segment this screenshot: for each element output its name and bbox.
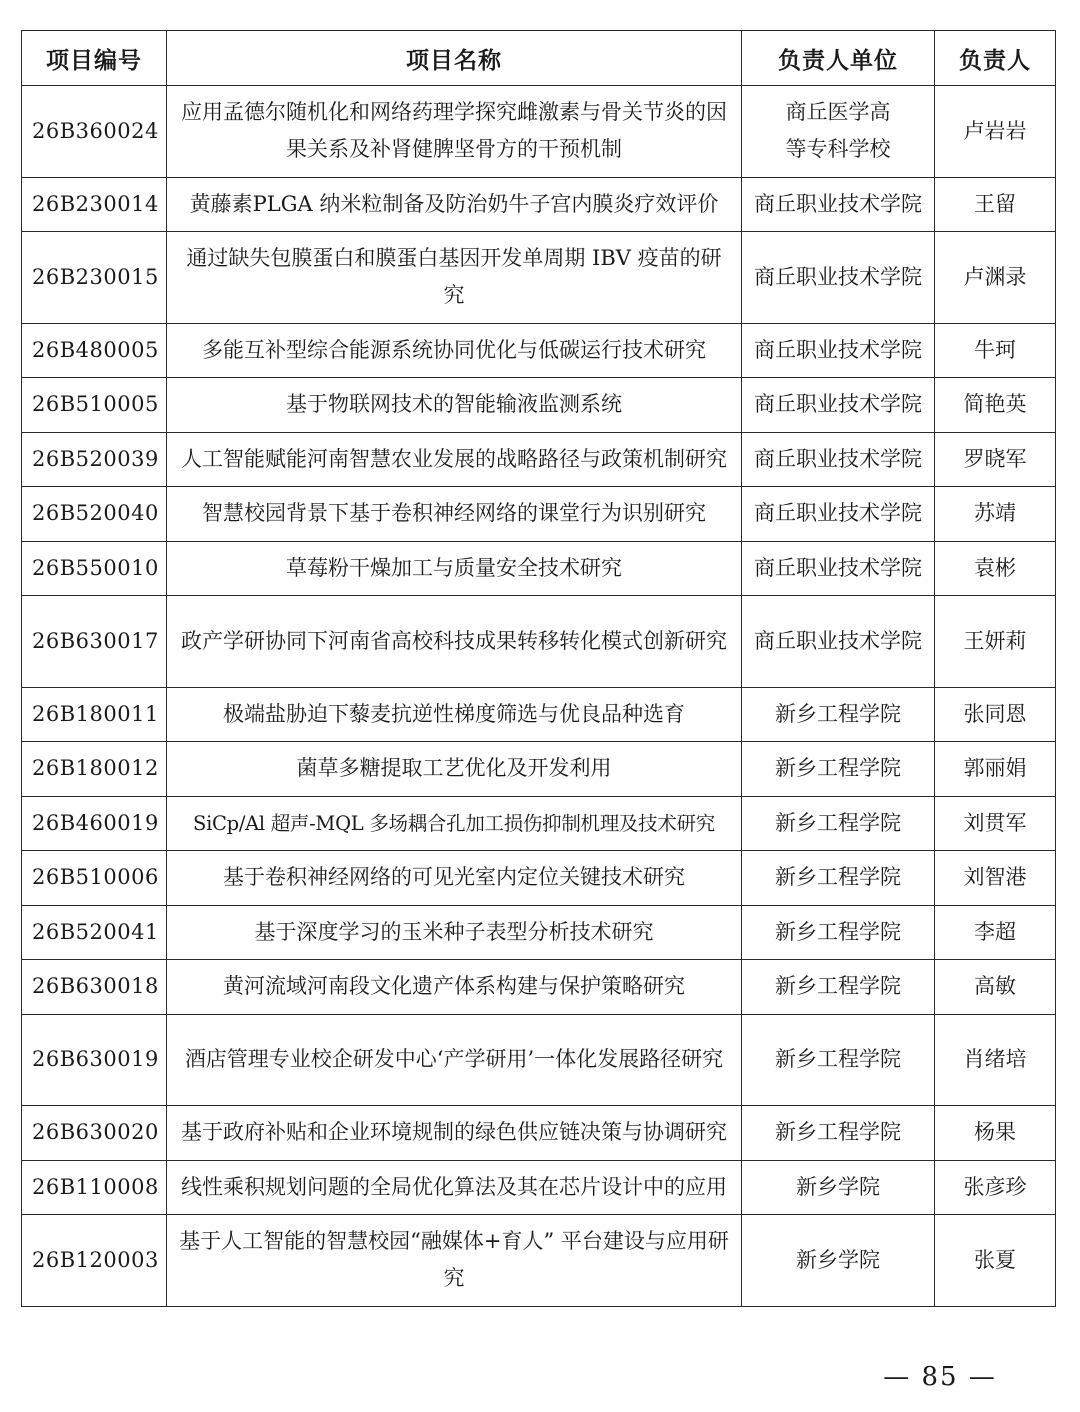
table-row <box>22 86 1056 178</box>
project-unit: 商丘职业技术学院 <box>742 378 935 433</box>
project-unit: 商丘职业技术学院 <box>742 432 935 487</box>
project-code: 26B180012 <box>22 742 167 797</box>
project-leader: 卢渊录 <box>935 232 1056 324</box>
table-row <box>22 1160 1056 1215</box>
table-row <box>22 378 1056 433</box>
project-unit: 新乡工程学院 <box>742 687 935 742</box>
project-leader: 简艳英 <box>935 378 1056 433</box>
project-unit: 商丘职业技术学院 <box>742 541 935 596</box>
table-row <box>22 432 1056 487</box>
table-row <box>22 851 1056 906</box>
project-code: 26B510006 <box>22 851 167 906</box>
project-name: 黄藤素PLGA 纳米粒制备及防治奶牛子宫内膜炎疗效评价 <box>167 177 742 232</box>
project-name: 草莓粉干燥加工与质量安全技术研究 <box>167 541 742 596</box>
project-unit: 商丘职业技术学院 <box>742 232 935 324</box>
table-row <box>22 742 1056 797</box>
header-project-code: 项目编号 <box>22 31 167 86</box>
project-name: 通过缺失包膜蛋白和膜蛋白基因开发单周期 IBV 疫苗的研究 <box>167 232 742 324</box>
header-project-name: 项目名称 <box>167 31 742 86</box>
project-unit: 商丘医学高等专科学校 <box>742 86 935 178</box>
table-row <box>22 1215 1056 1307</box>
project-leader: 袁彬 <box>935 541 1056 596</box>
page-number: — 85 — <box>883 1362 997 1392</box>
project-leader: 王妍莉 <box>935 596 1056 688</box>
project-leader: 郭丽娟 <box>935 742 1056 797</box>
project-leader: 王留 <box>935 177 1056 232</box>
header-unit: 负责人单位 <box>742 31 935 86</box>
project-unit: 商丘职业技术学院 <box>742 323 935 378</box>
project-name: 政产学研协同下河南省高校科技成果转移转化模式创新研究 <box>167 596 742 688</box>
project-leader: 张夏 <box>935 1215 1056 1307</box>
project-code: 26B550010 <box>22 541 167 596</box>
table-row <box>22 323 1056 378</box>
project-unit: 新乡工程学院 <box>742 1014 935 1106</box>
project-code: 26B230015 <box>22 232 167 324</box>
project-name: 应用孟德尔随机化和网络药理学探究雌激素与骨关节炎的因果关系及补肾健脾坚骨方的干预机制 <box>167 86 742 178</box>
table-row <box>22 596 1056 688</box>
table-row <box>22 796 1056 851</box>
project-name: 基于深度学习的玉米种子表型分析技术研究 <box>167 905 742 960</box>
project-leader: 张彦珍 <box>935 1160 1056 1215</box>
project-name: 智慧校园背景下基于卷积神经网络的课堂行为识别研究 <box>167 487 742 542</box>
project-leader: 苏靖 <box>935 487 1056 542</box>
project-leader: 张同恩 <box>935 687 1056 742</box>
project-unit: 新乡工程学院 <box>742 905 935 960</box>
project-code: 26B630019 <box>22 1014 167 1106</box>
project-code: 26B630018 <box>22 960 167 1015</box>
project-table <box>21 30 1056 1307</box>
project-code: 26B120003 <box>22 1215 167 1307</box>
project-name: 基于卷积神经网络的可见光室内定位关键技术研究 <box>167 851 742 906</box>
project-name: 极端盐胁迫下藜麦抗逆性梯度筛选与优良品种选育 <box>167 687 742 742</box>
project-name: SiCp/Al 超声-MQL 多场耦合孔加工损伤抑制机理及技术研究 <box>167 796 742 851</box>
project-unit: 新乡工程学院 <box>742 742 935 797</box>
project-code: 26B460019 <box>22 796 167 851</box>
table-row <box>22 177 1056 232</box>
project-name: 黄河流域河南段文化遗产体系构建与保护策略研究 <box>167 960 742 1015</box>
table-row <box>22 687 1056 742</box>
project-unit: 商丘职业技术学院 <box>742 596 935 688</box>
project-name: 人工智能赋能河南智慧农业发展的战略路径与政策机制研究 <box>167 432 742 487</box>
table-row <box>22 1014 1056 1106</box>
project-code: 26B110008 <box>22 1160 167 1215</box>
project-code: 26B520040 <box>22 487 167 542</box>
table-row <box>22 905 1056 960</box>
project-code: 26B520039 <box>22 432 167 487</box>
table-row <box>22 541 1056 596</box>
project-name: 酒店管理专业校企研发中心‘产学研用’一体化发展路径研究 <box>167 1014 742 1106</box>
project-unit: 商丘职业技术学院 <box>742 487 935 542</box>
project-name: 基于人工智能的智慧校园“融媒体+育人” 平台建设与应用研究 <box>167 1215 742 1307</box>
project-code: 26B520041 <box>22 905 167 960</box>
project-name: 线性乘积规划问题的全局优化算法及其在芯片设计中的应用 <box>167 1160 742 1215</box>
project-unit: 商丘职业技术学院 <box>742 177 935 232</box>
project-name: 多能互补型综合能源系统协同优化与低碳运行技术研究 <box>167 323 742 378</box>
table-row <box>22 232 1056 324</box>
project-leader: 李超 <box>935 905 1056 960</box>
table-body <box>22 86 1056 1307</box>
project-code: 26B180011 <box>22 687 167 742</box>
project-leader: 肖绪培 <box>935 1014 1056 1106</box>
project-leader: 卢岩岩 <box>935 86 1056 178</box>
project-code: 26B510005 <box>22 378 167 433</box>
header-leader: 负责人 <box>935 31 1056 86</box>
project-unit: 新乡学院 <box>742 1160 935 1215</box>
project-leader: 高敏 <box>935 960 1056 1015</box>
project-leader: 刘贯军 <box>935 796 1056 851</box>
project-unit: 新乡工程学院 <box>742 851 935 906</box>
table-row <box>22 1106 1056 1161</box>
project-unit: 新乡学院 <box>742 1215 935 1307</box>
project-code: 26B480005 <box>22 323 167 378</box>
header-row <box>22 31 1056 86</box>
project-name: 菌草多糖提取工艺优化及开发利用 <box>167 742 742 797</box>
project-leader: 刘智港 <box>935 851 1056 906</box>
project-name: 基于物联网技术的智能输液监测系统 <box>167 378 742 433</box>
project-leader: 牛珂 <box>935 323 1056 378</box>
project-unit: 新乡工程学院 <box>742 1106 935 1161</box>
project-unit: 新乡工程学院 <box>742 796 935 851</box>
table-row <box>22 487 1056 542</box>
project-leader: 罗晓军 <box>935 432 1056 487</box>
project-unit: 新乡工程学院 <box>742 960 935 1015</box>
project-code: 26B630020 <box>22 1106 167 1161</box>
table-row <box>22 960 1056 1015</box>
project-name: 基于政府补贴和企业环境规制的绿色供应链决策与协调研究 <box>167 1106 742 1161</box>
table-header <box>22 31 1056 86</box>
project-code: 26B230014 <box>22 177 167 232</box>
project-code: 26B630017 <box>22 596 167 688</box>
project-leader: 杨果 <box>935 1106 1056 1161</box>
project-code: 26B360024 <box>22 86 167 178</box>
